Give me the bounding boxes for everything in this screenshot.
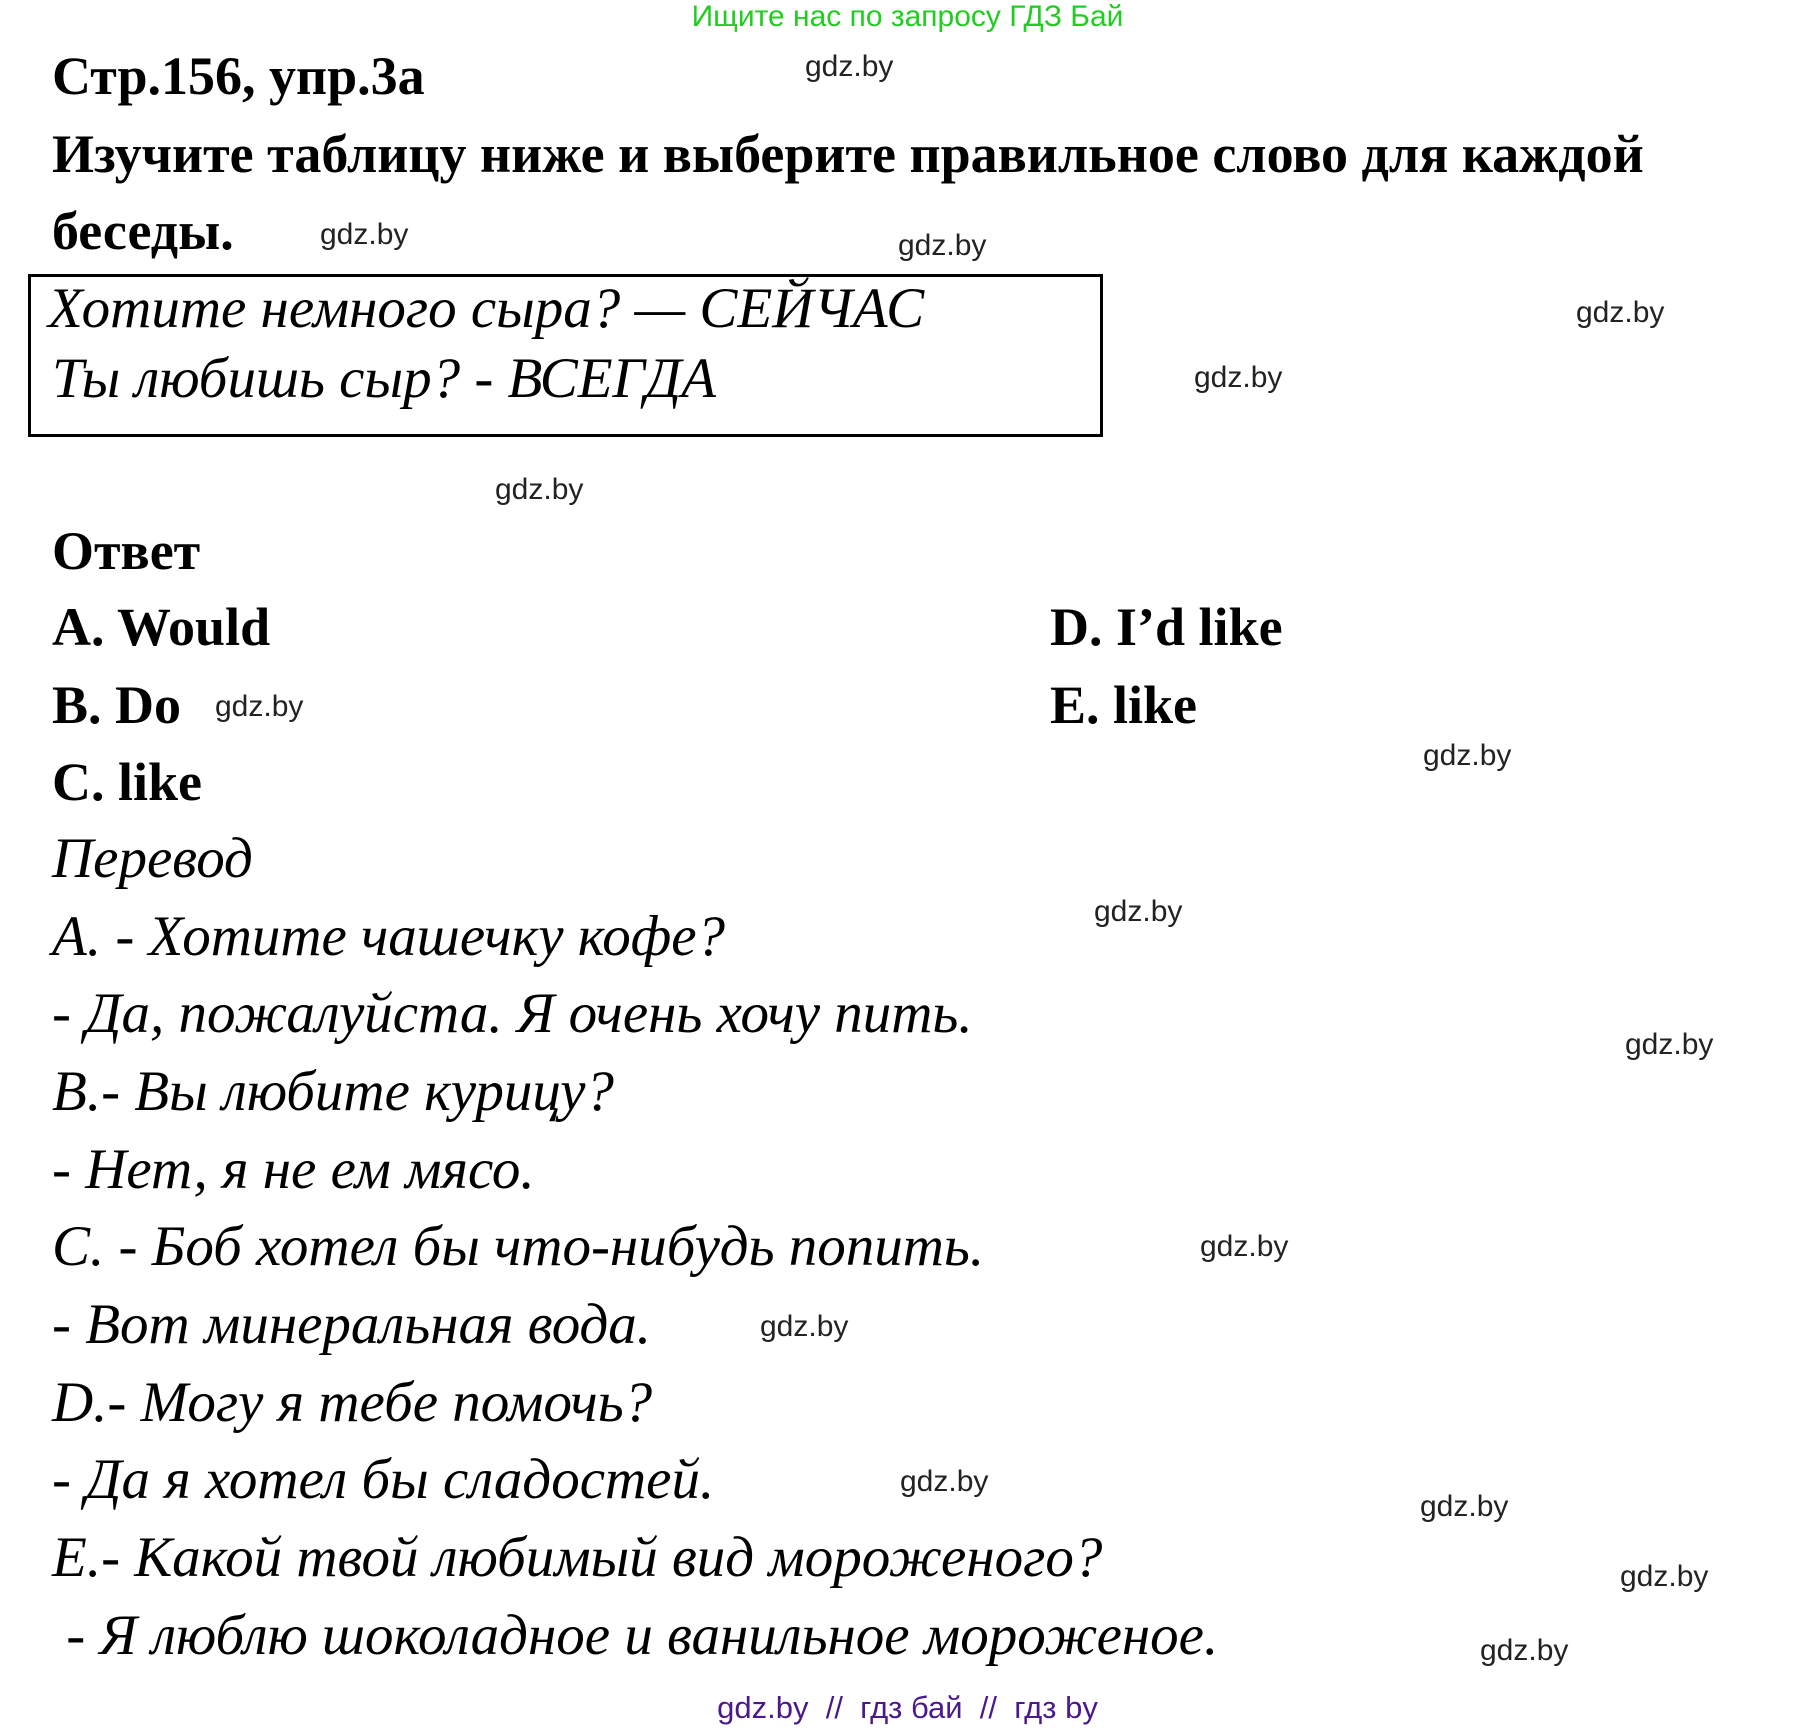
watermark: gdz.by bbox=[1480, 1634, 1569, 1667]
watermark: gdz.by bbox=[1194, 361, 1283, 394]
answer-c: C. like bbox=[52, 752, 203, 812]
translation-line: - Да я хотел бы сладостей. bbox=[52, 1448, 715, 1511]
answer-d: D. I’d like bbox=[1050, 597, 1283, 657]
page-title: Стр.156, упр.3а bbox=[52, 46, 425, 106]
watermark: gdz.by bbox=[320, 218, 409, 251]
example-line-1: Хотите немного сыра? — СЕЙЧАС bbox=[48, 277, 925, 340]
watermark: gdz.by bbox=[1420, 1490, 1509, 1523]
translation-line: - Да, пожалуйста. Я очень хочу пить. bbox=[52, 982, 973, 1045]
watermark: gdz.by bbox=[1620, 1560, 1709, 1593]
example-line-2: Ты любишь сыр? - ВСЕГДА bbox=[52, 347, 717, 410]
translation-line: - Я люблю шоколадное и ванильное мороженое. bbox=[52, 1604, 1219, 1667]
promo-banner[interactable]: Ищите нас по запросу ГДЗ Бай bbox=[691, 0, 1124, 33]
watermark: gdz.by bbox=[1200, 1230, 1289, 1263]
watermark: gdz.by bbox=[1423, 739, 1512, 772]
watermark: gdz.by bbox=[898, 229, 987, 262]
translation-line: - Вот минеральная вода. bbox=[52, 1293, 652, 1356]
translation-line: D.- Могу я тебе помочь? bbox=[52, 1371, 653, 1434]
instruction-line-1: Изучите таблицу ниже и выберите правильное слово для каждой bbox=[52, 124, 1644, 184]
translation-line: E.- Какой твой любимый вид мороженого? bbox=[52, 1526, 1103, 1589]
watermark: gdz.by bbox=[495, 473, 584, 506]
watermark: gdz.by bbox=[760, 1310, 849, 1343]
watermark: gdz.by bbox=[1576, 296, 1665, 329]
watermark: gdz.by bbox=[1094, 895, 1183, 928]
watermark: gdz.by bbox=[1625, 1028, 1714, 1061]
translation-heading: Перевод bbox=[52, 827, 253, 890]
instruction-line-2: беседы. bbox=[52, 201, 234, 261]
watermark: gdz.by bbox=[215, 690, 304, 723]
watermark: gdz.by bbox=[805, 50, 894, 83]
watermark: gdz.by bbox=[900, 1465, 989, 1498]
footer-links[interactable]: gdz.by // гдз бай // гдз by bbox=[717, 1690, 1098, 1725]
answer-e: E. like bbox=[1050, 675, 1198, 735]
translation-line: C. - Боб хотел бы что-нибудь попить. bbox=[52, 1215, 985, 1278]
translation-line: - Нет, я не ем мясо. bbox=[52, 1138, 535, 1201]
translation-line: B.- Вы любите курицу? bbox=[52, 1060, 614, 1123]
answer-a: A. Would bbox=[52, 597, 271, 657]
answer-heading: Ответ bbox=[52, 521, 201, 581]
translation-line: A. - Хотите чашечку кофе? bbox=[52, 905, 726, 968]
answer-b: B. Do bbox=[52, 675, 182, 735]
